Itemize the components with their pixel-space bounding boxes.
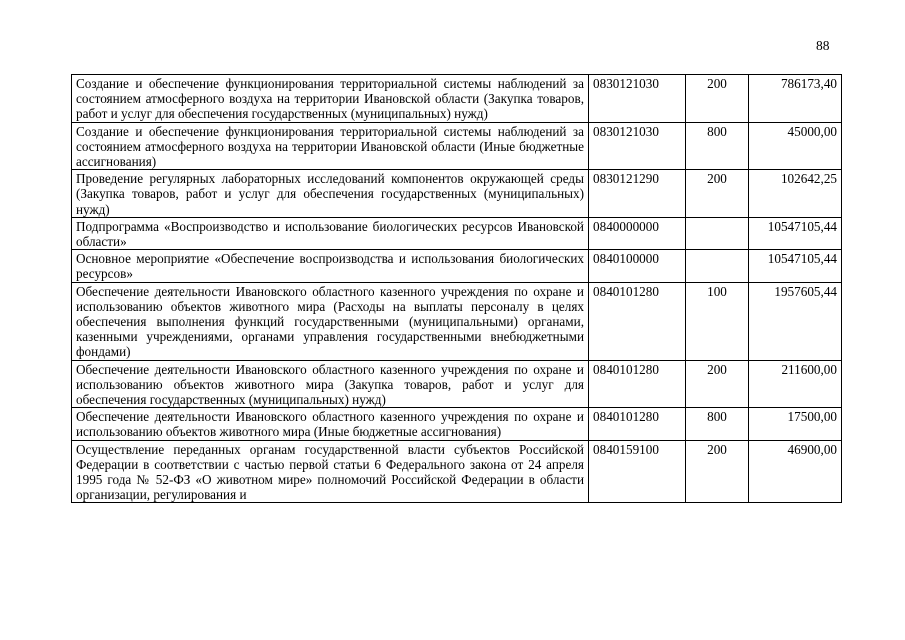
table-row bbox=[72, 170, 842, 218]
row-code-cell: 0840000000 bbox=[589, 217, 686, 249]
row-code-cell: 0840101280 bbox=[589, 282, 686, 360]
row-sum-cell: 211600,00 bbox=[749, 360, 842, 408]
row-code-cell: 0840101280 bbox=[589, 360, 686, 408]
row-name-cell: Создание и обеспечение функционирования территориальной системы наблюдений за состоянием атмосферного воздуха на территории Ивановской области (Закупка товаров, работ и услуг для обеспечения государственных (муниципальных) нужд) bbox=[72, 75, 589, 123]
table-row bbox=[72, 282, 842, 360]
table-row bbox=[72, 250, 842, 282]
row-name-cell: Обеспечение деятельности Ивановского областного казенного учреждения по охране и использованию объектов животного мира (Расходы на выплаты персоналу в целях обеспечения выполнения функций государственными (муниципальными) органами, казенными учреждениями, органами управления государственными внебюджетными фондами) bbox=[72, 282, 589, 360]
row-name-cell: Осуществление переданных органам государственной власти субъектов Российской Федерации в соответствии с частью первой статьи 6 Федерального закона от 24 апреля 1995 года № 52-ФЗ «О животном мире» полномочий Российской Федерации в области организации, регулирования и bbox=[72, 440, 589, 503]
row-code-cell: 0840159100 bbox=[589, 440, 686, 503]
row-name-cell: Проведение регулярных лабораторных исследований компонентов окружающей среды (Закупка товаров, работ и услуг для обеспечения государственных (муниципальных) нужд) bbox=[72, 170, 589, 218]
table-row bbox=[72, 360, 842, 408]
row-code-cell: 0830121030 bbox=[589, 122, 686, 170]
page-number: 88 bbox=[816, 38, 830, 53]
row-name-cell: Основное мероприятие «Обеспечение воспроизводства и использования биологических ресурсов» bbox=[72, 250, 589, 282]
row-name-cell: Обеспечение деятельности Ивановского областного казенного учреждения по охране и использованию объектов животного мира (Закупка товаров, работ и услуг для обеспечения государственных (муниципальных) нужд) bbox=[72, 360, 589, 408]
row-type-cell: 200 bbox=[686, 75, 749, 123]
row-sum-cell: 102642,25 bbox=[749, 170, 842, 218]
row-type-cell: 100 bbox=[686, 282, 749, 360]
table-row bbox=[72, 440, 842, 503]
row-sum-cell: 46900,00 bbox=[749, 440, 842, 503]
row-type-cell: 800 bbox=[686, 408, 749, 440]
budget-table bbox=[71, 74, 842, 503]
row-sum-cell: 45000,00 bbox=[749, 122, 842, 170]
row-name-cell: Создание и обеспечение функционирования территориальной системы наблюдений за состоянием атмосферного воздуха на территории Ивановской области (Иные бюджетные ассигнования) bbox=[72, 122, 589, 170]
row-code-cell: 0840101280 bbox=[589, 408, 686, 440]
row-sum-cell: 786173,40 bbox=[749, 75, 842, 123]
row-sum-cell: 10547105,44 bbox=[749, 217, 842, 249]
row-type-cell: 200 bbox=[686, 170, 749, 218]
row-type-cell bbox=[686, 250, 749, 282]
row-type-cell bbox=[686, 217, 749, 249]
table-row bbox=[72, 408, 842, 440]
row-name-cell: Обеспечение деятельности Ивановского областного казенного учреждения по охране и использованию объектов животного мира (Иные бюджетные ассигнования) bbox=[72, 408, 589, 440]
row-name-cell: Подпрограмма «Воспроизводство и использование биологических ресурсов Ивановской области» bbox=[72, 217, 589, 249]
row-type-cell: 200 bbox=[686, 360, 749, 408]
row-code-cell: 0840100000 bbox=[589, 250, 686, 282]
row-sum-cell: 1957605,44 bbox=[749, 282, 842, 360]
table-row bbox=[72, 122, 842, 170]
row-sum-cell: 17500,00 bbox=[749, 408, 842, 440]
row-code-cell: 0830121030 bbox=[589, 75, 686, 123]
row-type-cell: 200 bbox=[686, 440, 749, 503]
row-type-cell: 800 bbox=[686, 122, 749, 170]
row-code-cell: 0830121290 bbox=[589, 170, 686, 218]
row-sum-cell: 10547105,44 bbox=[749, 250, 842, 282]
table-row bbox=[72, 217, 842, 249]
table-row bbox=[72, 75, 842, 123]
